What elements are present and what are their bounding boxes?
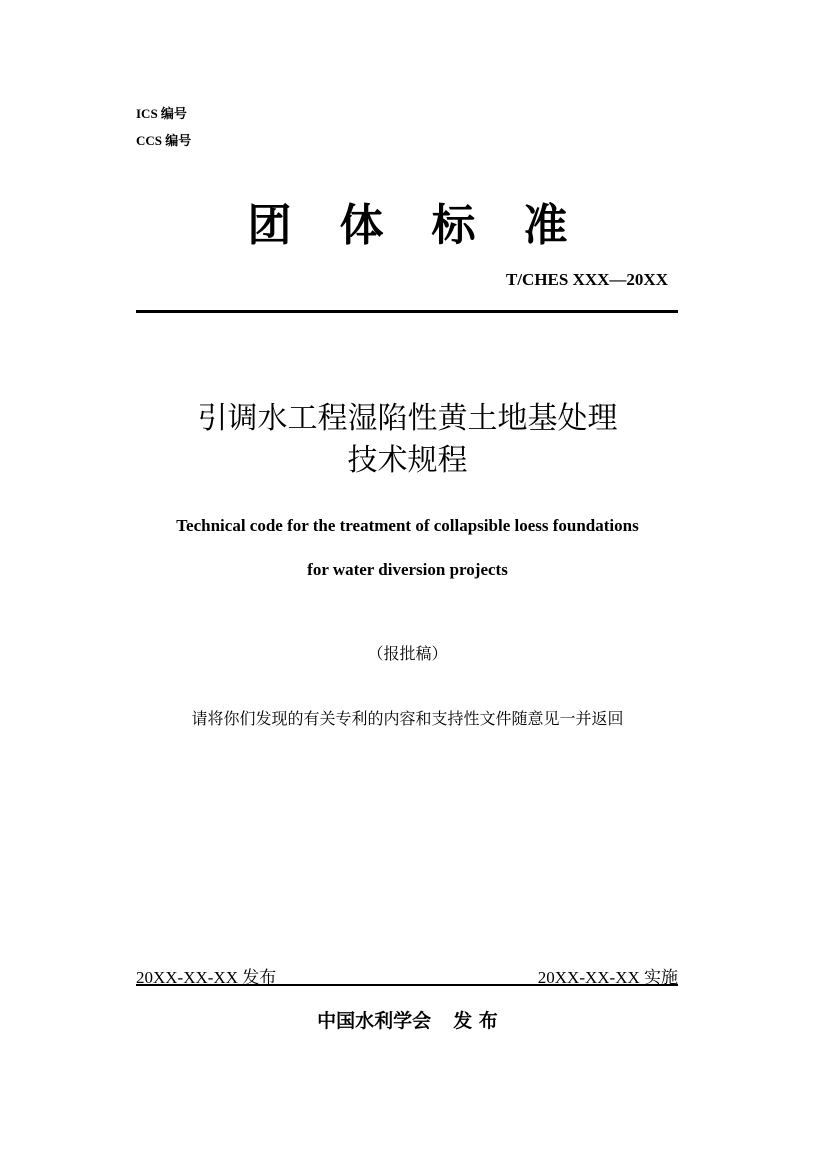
publisher-line [0,1006,815,1033]
standard-type-char: 体 [339,200,384,251]
release-date: 20XX-XX-XX 发布 [136,968,277,987]
standard-type-char: 标 [431,200,476,251]
patent-notice: 请将你们发现的有关专利的内容和支持性文件随意见一并返回 [191,711,624,728]
english-title-line-1: Technical code for the treatment of collapsible loess foundations [176,516,639,535]
footer-divider [136,984,678,986]
ccs-number-label: CCS 编号 [136,133,192,148]
draft-status: （报批稿） [367,646,448,663]
chinese-title-line-1: 引调水工程湿陷性黄土地基处理 [197,401,618,436]
publisher-action: 发 布 [453,1010,498,1032]
chinese-title-line-2: 技术规程 [347,443,468,478]
implementation-date: 20XX-XX-XX 实施 [537,968,678,987]
ics-number-label: ICS 编号 [136,106,187,121]
header-divider [136,310,678,313]
standard-type-char: 团 [247,200,292,251]
standard-number: T/CHES XXX—20XX [506,270,668,289]
english-title-line-2: for water diversion projects [307,560,508,579]
classification-codes [136,100,191,154]
publisher-org: 中国水利学会 [317,1010,432,1032]
standard-type-char: 准 [523,200,568,251]
chinese-title [0,398,815,482]
standard-type-heading [0,196,815,256]
